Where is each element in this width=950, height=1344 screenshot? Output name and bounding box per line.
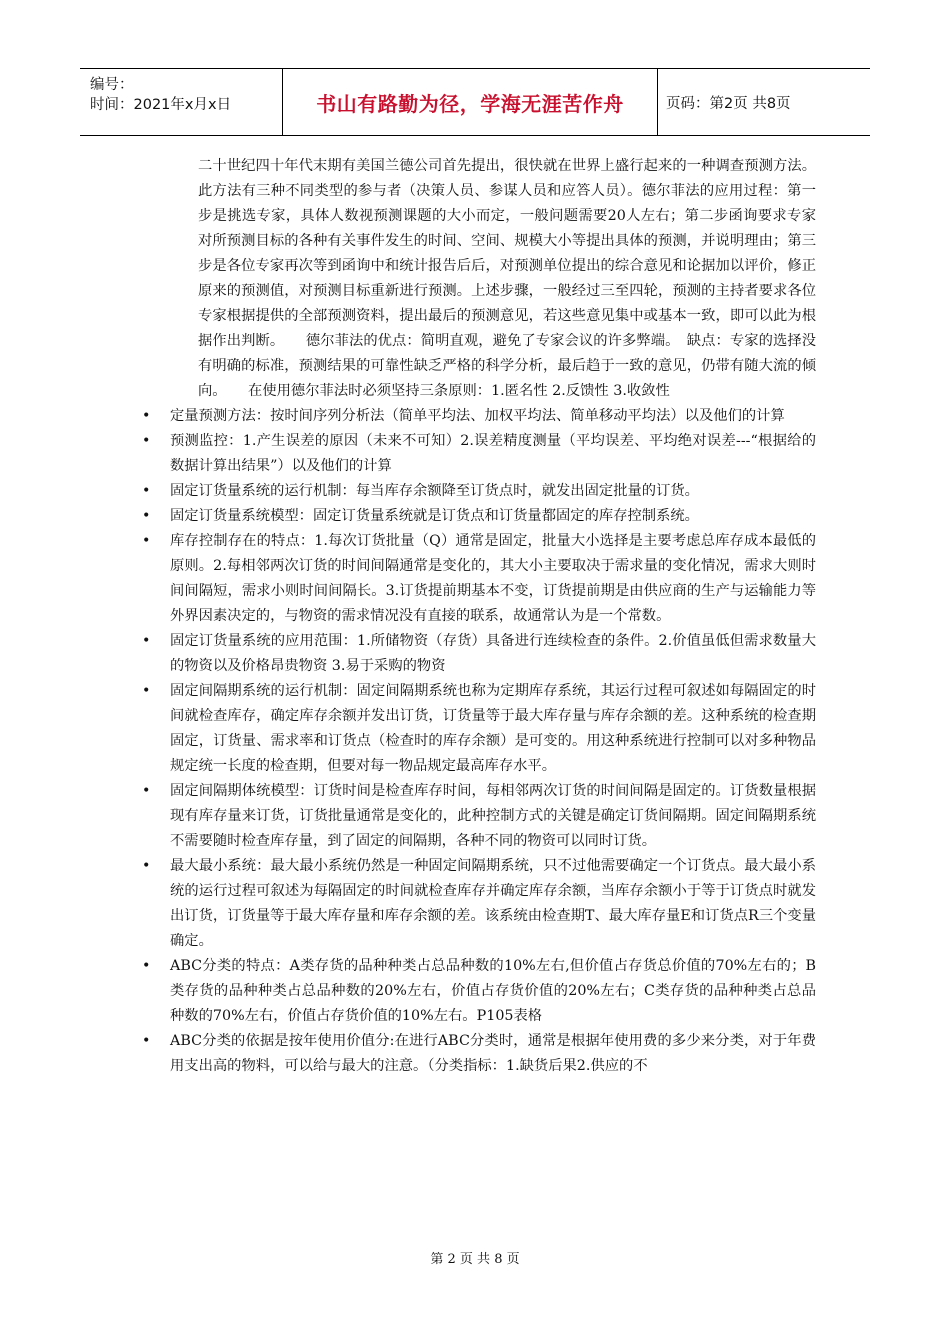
list-item xyxy=(136,679,816,779)
bullet-icon: • xyxy=(142,533,151,549)
page-code: 页码：第2页 共8页 xyxy=(666,95,791,112)
list-item xyxy=(136,1029,816,1079)
header-left-cell xyxy=(80,69,283,135)
list-item xyxy=(136,629,816,679)
list-item xyxy=(136,429,816,479)
list-item-text: 固定间隔期系统的运行机制：固定间隔期系统也称为定期库存系统，其运行过程可叙述如每隔固定的时间就检查库存，确定库存余额并发出订货，订货量等于最大库存量与库存余额的差。这种系统的检查期固定，订货量、需求率和订货点（检查时的库存余额）是可变的。用这种系统进行控制可以对多种物品规定统一长度的检查期，但要对每一物品规定最高库存水平。 xyxy=(170,683,816,774)
list-item-text: 固定订货量系统的应用范围：1.所储物资（存货）具备进行连续检查的条件。2.价值虽低但需求数量大的物资以及价格昂贵物资 3.易于采购的物资 xyxy=(170,633,816,674)
intro-paragraph: 二十世纪四十年代末期有美国兰德公司首先提出，很快就在世界上盛行起来的一种调查预测方法。此方法有三种不同类型的参与者（决策人员、参谋人员和应答人员）。德尔菲法的应用过程：第一步是挑选专家，具体人数视预测课题的大小而定，一般问题需要20人左右；第二步函询要求专家对所预测目标的各种有关事件发生的时间、空间、规模大小等提出具体的预测，并说明理由；第三步是各位专家再次等到函询中和统计报告后后，对预测单位提出的综合意见和论据加以评价，修正原来的预测值，对预测目标重新进行预测。上述步骤，一般经过三至四轮，预测的主持者要求各位专家根据提供的全部预测资料，提出最后的预测意见，若这些意见集中或基本一致，即可以此为根据作出判断。 德尔菲法的优点：简明直观，避免了专家会议的许多弊端。 缺点：专家的选择没有明确的标准，预测结果的可靠性缺乏严格的科学分析，最后趋于一致的意见，仍带有随大流的倾向。 在使用德尔菲法时必须坚持三条原则：1.匿名性 2.反馈性 3.收敛性 xyxy=(198,158,816,399)
list-item-text: 固定间隔期体统模型：订货时间是检查库存时间，每相邻两次订货的时间间隔是固定的。订货数量根据现有库存量来订货，订货批量通常是变化的，此种控制方式的关键是确定订货间隔期。固定间隔期系统不需要随时检查库存量，到了固定的间隔期，各种不同的物资可以同时订货。 xyxy=(170,783,816,849)
date-label: 时间：2021年x月x日 xyxy=(90,97,232,113)
bullet-icon: • xyxy=(142,408,151,424)
header-motto-cell xyxy=(283,69,658,135)
list-item-text: 定量预测方法：按时间序列分析法（简单平均法、加权平均法、简单移动平均法）以及他们的计算 xyxy=(170,408,785,424)
list-item xyxy=(136,779,816,854)
bullet-icon: • xyxy=(142,1033,151,1049)
bullet-icon: • xyxy=(142,783,151,799)
list-item xyxy=(136,504,816,529)
bullet-icon: • xyxy=(142,508,151,524)
motto-text: 书山有路勤为径，学海无涯苦作舟 xyxy=(316,91,624,116)
bullet-icon: • xyxy=(142,683,151,699)
document-body xyxy=(136,154,816,1079)
list-item-text: 最大最小系统：最大最小系统仍然是一种固定间隔期系统，只不过他需要确定一个订货点。最大最小系统的运行过程可叙述为每隔固定的时间就检查库存并确定库存余额，当库存余额小于等于订货点时就发出订货，订货量等于最大库存量和库存余额的差。该系统由检查期T、最大库存量E和订货点R三个变量确定。 xyxy=(170,858,816,949)
list-item-text: 固定订货量系统模型：固定订货量系统就是订货点和订货量都固定的库存控制系统。 xyxy=(170,508,699,524)
bullet-list xyxy=(136,404,816,1079)
list-item xyxy=(136,854,816,954)
list-item-text: ABC分类的依据是按年使用价值分:在进行ABC分类时，通常是根据年使用费的多少来分类，对于年费用支出高的物料，可以给与最大的注意。（分类指标：1.缺货后果2.供应的不 xyxy=(170,1033,816,1074)
bullet-icon: • xyxy=(142,433,151,449)
list-item xyxy=(136,404,816,429)
number-label: 编号： xyxy=(90,77,134,93)
page-footer: 第 2 页 共 8 页 xyxy=(430,1252,520,1267)
header-page-cell xyxy=(658,69,870,135)
bullet-icon: • xyxy=(142,858,151,874)
bullet-icon: • xyxy=(142,633,151,649)
bullet-icon: • xyxy=(142,958,151,974)
page-header xyxy=(80,68,870,136)
list-item xyxy=(136,954,816,1029)
list-item-text: 预测监控：1.产生误差的原因（未来不可知）2.误差精度测量（平均误差、平均绝对误差---“根据给的数据计算出结果”）以及他们的计算 xyxy=(170,433,816,474)
list-item-text: 库存控制存在的特点：1.每次订货批量（Q）通常是固定，批量大小选择是主要考虑总库存成本最低的原则。2.每相邻两次订货的时间间隔通常是变化的，其大小主要取决于需求量的变化情况，需求大则时间间隔短，需求小则时间间隔长。3.订货提前期基本不变，订货提前期是由供应商的生产与运输能力等外界因素决定的，与物资的需求情况没有直接的联系，故通常认为是一个常数。 xyxy=(170,533,816,624)
list-item xyxy=(136,529,816,629)
bullet-icon: • xyxy=(142,483,151,499)
list-item xyxy=(136,479,816,504)
list-item-text: ABC分类的特点：A类存货的品种种类占总品种数的10%左右,但价值占存货总价值的70%左右的；B类存货的品种种类占总品种数的20%左右，价值占存货价值的20%左右；C类存货的品种种类占总品种数的70%左右，价值占存货价值的10%左右。P105表格 xyxy=(170,958,816,1024)
list-item-text: 固定订货量系统的运行机制：每当库存余额降至订货点时，就发出固定批量的订货。 xyxy=(170,483,699,499)
